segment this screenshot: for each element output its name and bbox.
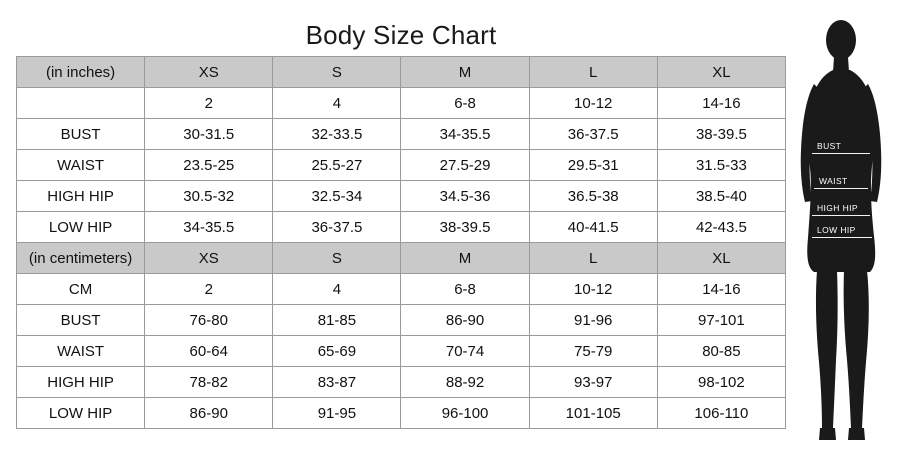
table-cell: LOW HIP	[17, 398, 145, 429]
body-size-table	[16, 56, 786, 429]
table-cell: 36.5-38	[529, 181, 657, 212]
table-cell: 38.5-40	[657, 181, 785, 212]
table-cell: 10-12	[529, 274, 657, 305]
table-row	[17, 398, 786, 429]
table-cell: M	[401, 57, 529, 88]
table-cell: L	[529, 243, 657, 274]
table-cell: 42-43.5	[657, 212, 785, 243]
size-chart-container	[16, 16, 786, 440]
table-cell: XS	[145, 243, 273, 274]
table-cell: 65-69	[273, 336, 401, 367]
table-row	[17, 212, 786, 243]
page-title: Body Size Chart	[305, 20, 497, 50]
table-cell: 23.5-25	[145, 150, 273, 181]
table-cell: 78-82	[145, 367, 273, 398]
table-cell: 2	[145, 88, 273, 119]
table-row	[17, 119, 786, 150]
table-cell: 4	[273, 274, 401, 305]
table-cell: 29.5-31	[529, 150, 657, 181]
table-cell: 40-41.5	[529, 212, 657, 243]
table-cell: 106-110	[657, 398, 785, 429]
low-hip-measure-line	[812, 237, 872, 238]
table-cell: 96-100	[401, 398, 529, 429]
table-cell: XL	[657, 243, 785, 274]
table-cell: 91-95	[273, 398, 401, 429]
table-cell: 30-31.5	[145, 119, 273, 150]
bust-measure-label: BUST	[817, 141, 842, 151]
table-row	[17, 243, 786, 274]
table-cell: (in centimeters)	[17, 243, 145, 274]
high-hip-measure-label: HIGH HIP	[817, 203, 858, 213]
table-cell: 32.5-34	[273, 181, 401, 212]
table-cell: 86-90	[145, 398, 273, 429]
table-cell: 6-8	[401, 88, 529, 119]
table-cell: 81-85	[273, 305, 401, 336]
table-cell: 31.5-33	[657, 150, 785, 181]
table-cell: 88-92	[401, 367, 529, 398]
table-cell: 98-102	[657, 367, 785, 398]
table-cell: BUST	[17, 305, 145, 336]
table-cell: 34-35.5	[145, 212, 273, 243]
table-cell: 14-16	[657, 88, 785, 119]
table-cell: S	[273, 57, 401, 88]
table-cell: 4	[273, 88, 401, 119]
table-cell: 70-74	[401, 336, 529, 367]
table-cell: XS	[145, 57, 273, 88]
table-cell: S	[273, 243, 401, 274]
table-cell: 91-96	[529, 305, 657, 336]
table-cell: 34.5-36	[401, 181, 529, 212]
table-row	[17, 57, 786, 88]
table-cell: XL	[657, 57, 785, 88]
table-cell: 10-12	[529, 88, 657, 119]
table-cell: 30.5-32	[145, 181, 273, 212]
body-figure-panel	[786, 0, 921, 454]
table-cell: 6-8	[401, 274, 529, 305]
table-cell: 97-101	[657, 305, 785, 336]
table-cell: 27.5-29	[401, 150, 529, 181]
table-cell: 25.5-27	[273, 150, 401, 181]
table-cell: BUST	[17, 119, 145, 150]
table-cell: WAIST	[17, 336, 145, 367]
table-cell: 101-105	[529, 398, 657, 429]
table-cell: (in inches)	[17, 57, 145, 88]
table-cell: WAIST	[17, 150, 145, 181]
table-cell: 75-79	[529, 336, 657, 367]
table-cell: L	[529, 57, 657, 88]
table-cell: 32-33.5	[273, 119, 401, 150]
table-cell: HIGH HIP	[17, 367, 145, 398]
table-cell: M	[401, 243, 529, 274]
table-cell	[17, 88, 145, 119]
table-cell: 93-97	[529, 367, 657, 398]
waist-measure-label: WAIST	[819, 176, 848, 186]
table-cell: CM	[17, 274, 145, 305]
table-cell: 38-39.5	[657, 119, 785, 150]
table-cell: 60-64	[145, 336, 273, 367]
table-cell: 34-35.5	[401, 119, 529, 150]
table-cell: 83-87	[273, 367, 401, 398]
table-cell: 38-39.5	[401, 212, 529, 243]
table-cell: 36-37.5	[273, 212, 401, 243]
table-cell: 80-85	[657, 336, 785, 367]
table-cell: 36-37.5	[529, 119, 657, 150]
table-row	[17, 181, 786, 212]
table-row	[17, 274, 786, 305]
table-body	[17, 57, 786, 429]
low-hip-measure-label: LOW HIP	[817, 225, 856, 235]
table-cell: LOW HIP	[17, 212, 145, 243]
table-cell: 86-90	[401, 305, 529, 336]
table-row	[17, 88, 786, 119]
bust-measure-line	[812, 153, 870, 154]
table-row	[17, 150, 786, 181]
table-cell: 14-16	[657, 274, 785, 305]
table-cell: 76-80	[145, 305, 273, 336]
table-row	[17, 305, 786, 336]
high-hip-measure-line	[812, 215, 870, 216]
table-row	[17, 367, 786, 398]
waist-measure-line	[814, 188, 868, 189]
table-cell: 2	[145, 274, 273, 305]
table-row	[17, 336, 786, 367]
table-cell: HIGH HIP	[17, 181, 145, 212]
